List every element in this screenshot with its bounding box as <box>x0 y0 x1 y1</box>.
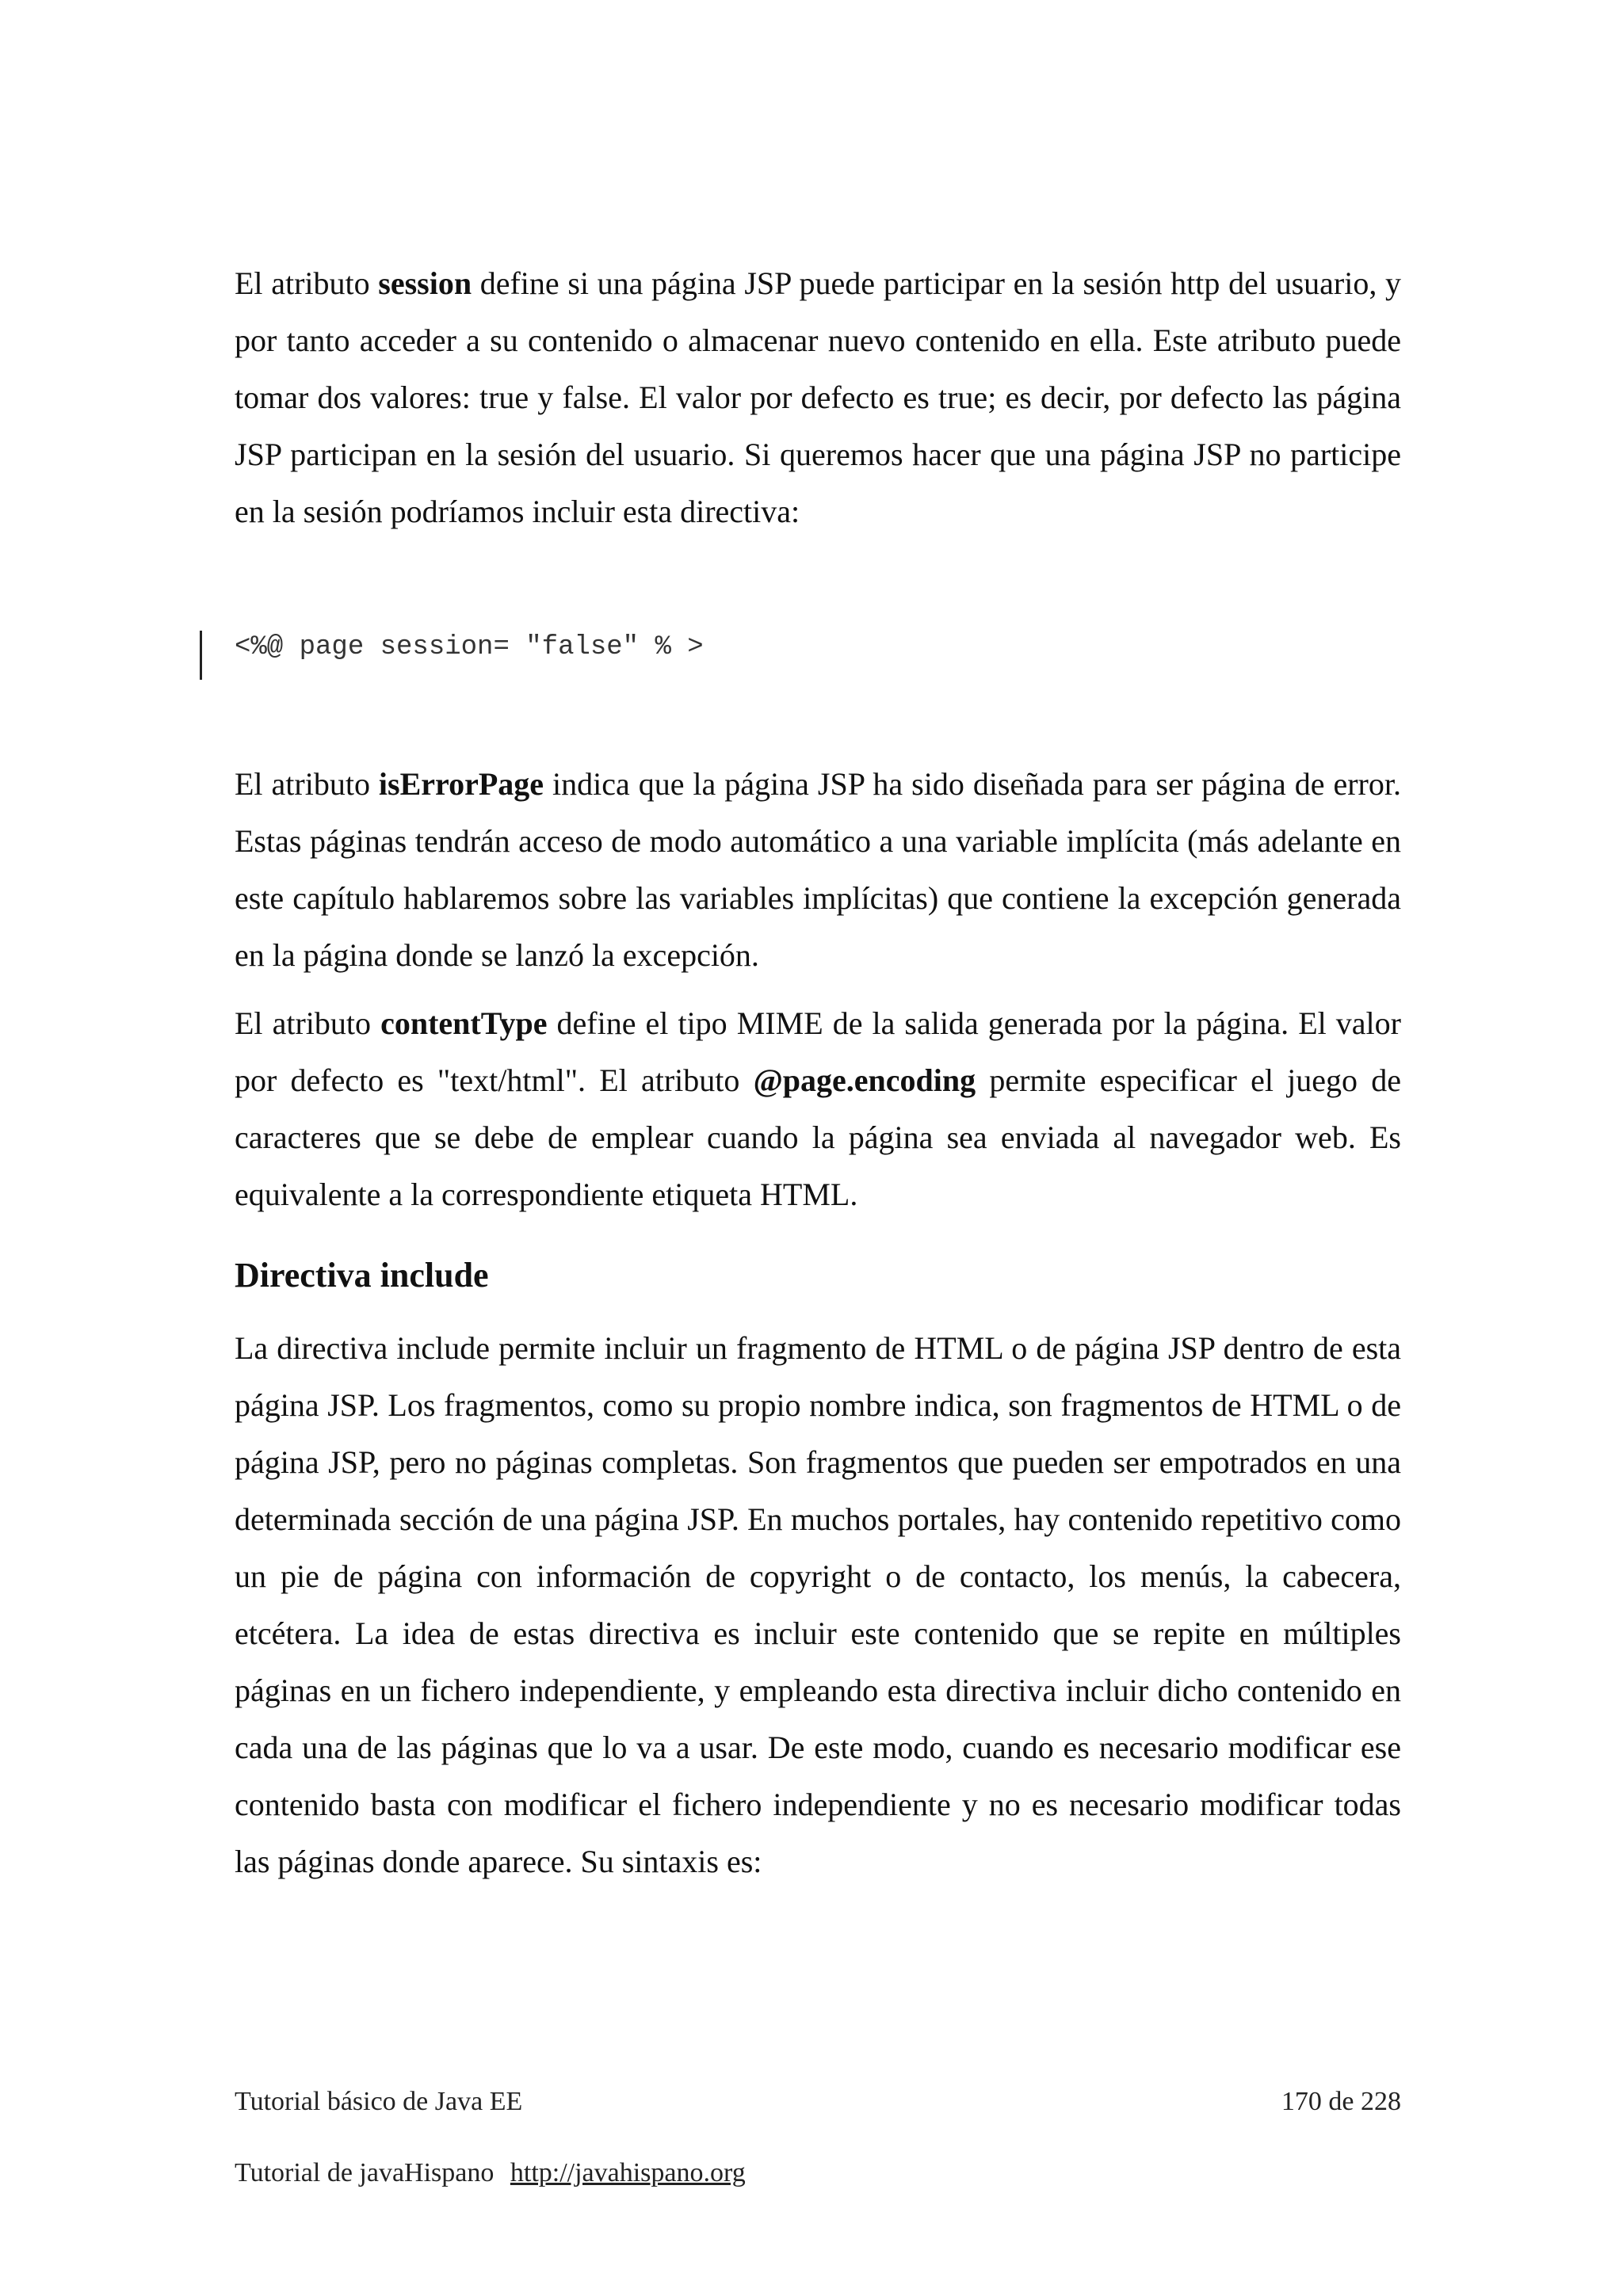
paragraph-contenttype <box>235 995 1401 1223</box>
footer-url-link[interactable]: http://javahispano.org <box>510 2158 746 2187</box>
code-snippet: <%@ page session= "false" % > <box>235 632 704 662</box>
paragraph-text: define el tipo MIME de la salida generada por la página. El valor por defecto es "text/html". El atributo <box>235 1005 1401 1098</box>
section-heading: Directiva include <box>235 1256 489 1295</box>
paragraph-text: El atributo <box>235 1005 381 1041</box>
keyword-session: session <box>378 265 472 301</box>
code-margin-bar <box>200 631 202 680</box>
paragraph-text: indica que la página JSP ha sido diseñada para ser página de error. Estas páginas tendrán acceso de modo automático a una variable implícita (más adelante en este capítulo hablaremos sobre las variables implícitas) que contiene la excepción generada en la página donde se lanzó la excepción. <box>235 766 1401 973</box>
keyword-iserrorpage: isErrorPage <box>378 766 544 802</box>
page-content <box>235 255 1401 1890</box>
paragraph-text: define si una página JSP puede participar en la sesión http del usuario, y por tanto acceder a su contenido o almacenar nuevo contenido en ella. Este atributo puede tomar dos valores: true y false. El valor por defecto es true; es decir, por defecto las página JSP participan en la sesión del usuario. Si queremos hacer que una página JSP no participe en la sesión podríamos incluir esta directiva: <box>235 265 1401 529</box>
paragraph-text: permite especificar el juego de caracteres que se debe de emplear cuando la página sea enviada al navegador web. Es equivalente a la correspondiente etiqueta HTML. <box>235 1062 1402 1212</box>
paragraph-session <box>235 255 1401 540</box>
paragraph-text: El atributo <box>235 766 379 802</box>
paragraph-iserrorpage <box>235 756 1401 984</box>
keyword-page-encoding: @page.encoding <box>753 1062 976 1098</box>
footer-book-title: Tutorial básico de Java EE <box>235 2087 523 2116</box>
paragraph-text: El atributo <box>235 265 379 301</box>
paragraph-include: La directiva include permite incluir un fragmento de HTML o de página JSP dentro de esta página JSP. Los fragmentos, como su propio nombre indica, son fragmentos de HTML o de página JSP, pero no páginas completas. Son fragmentos que pueden ser empotrados en una determinada sección de una página JSP. En muchos portales, hay contenido repetitivo como un pie de página con información de copyright o de contacto, los menús, la cabecera, etcétera. La idea de estas directiva es incluir este contenido que se repite en múltiples páginas en un fichero independiente, y empleando esta directiva incluir dicho contenido en cada una de las páginas que lo va a usar. De este modo, cuando es necesario modificar ese contenido basta con modificar el fichero independiente y no es necesario modificar todas las páginas donde aparece. Su sintaxis es: <box>235 1330 1401 1879</box>
footer-page-number: 170 de 228 <box>1281 2087 1401 2116</box>
page-footer <box>235 2087 1401 2117</box>
footer-credit: Tutorial de javaHispano <box>235 2158 495 2187</box>
code-block <box>235 627 1401 678</box>
page-footer-credit <box>235 2158 1401 2188</box>
keyword-contenttype: contentType <box>380 1005 548 1041</box>
